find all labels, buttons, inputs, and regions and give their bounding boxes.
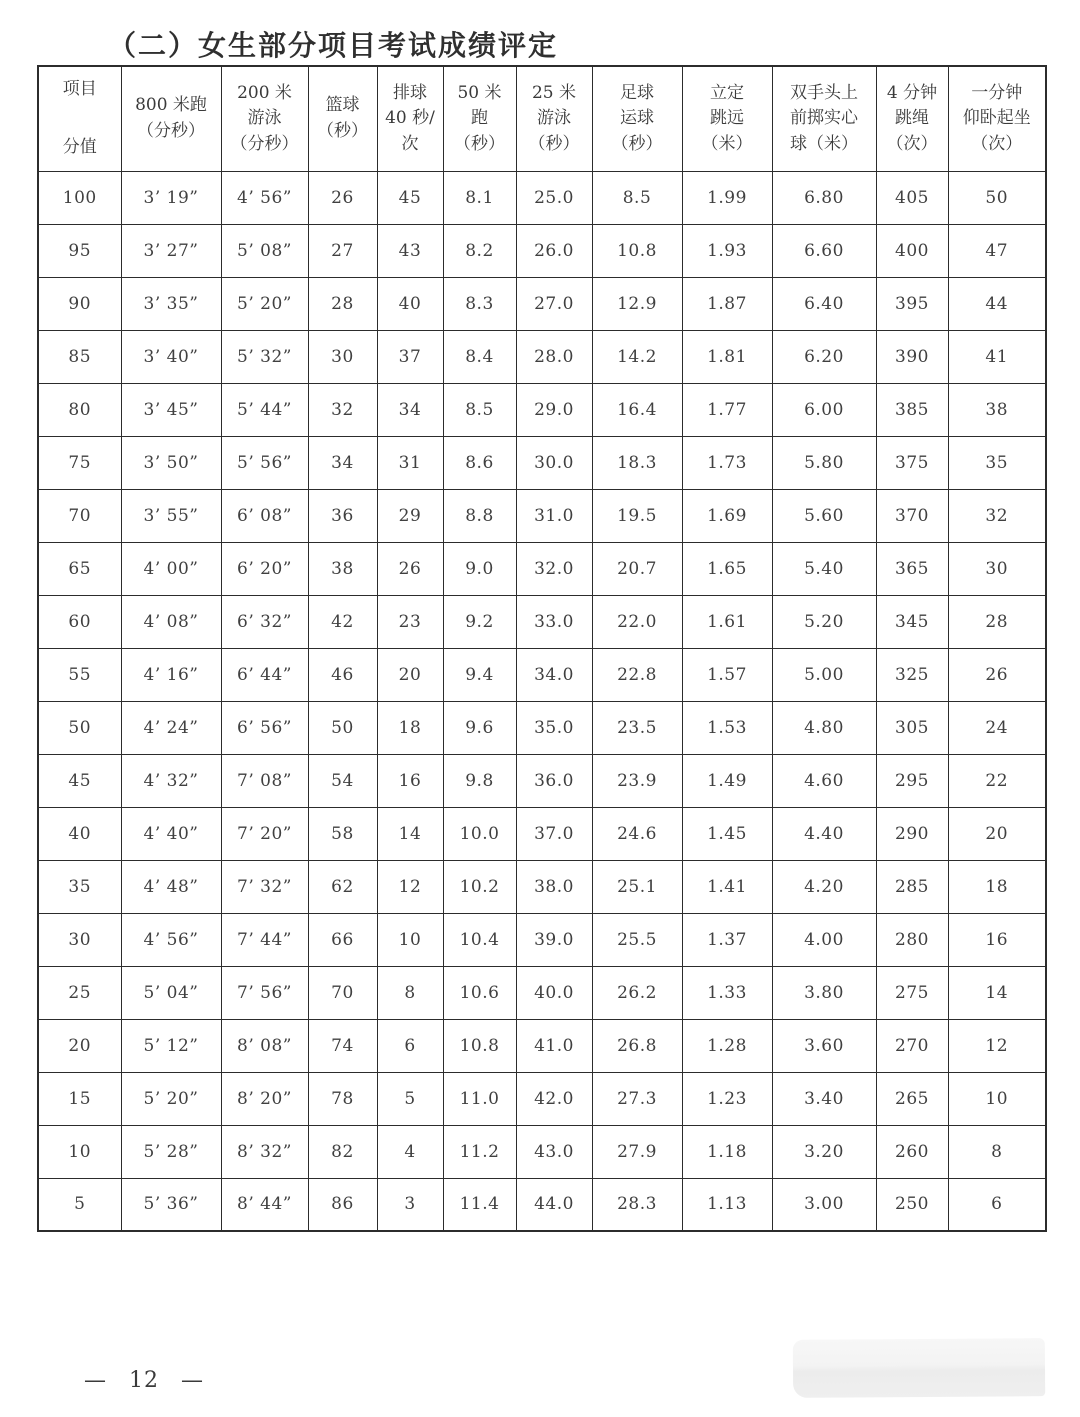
table-cell: 26 <box>377 542 443 595</box>
table-cell: 80 <box>38 383 121 436</box>
table-cell: 285 <box>876 860 948 913</box>
table-cell: 1.49 <box>682 754 772 807</box>
table-cell: 1.77 <box>682 383 772 436</box>
table-cell: 11.4 <box>443 1178 516 1231</box>
table-cell: 23.9 <box>592 754 682 807</box>
table-cell: 3’ 19” <box>121 171 221 224</box>
scan-smudge <box>793 1338 1045 1398</box>
table-cell: 12 <box>377 860 443 913</box>
table-cell: 26 <box>308 171 377 224</box>
table-cell: 18 <box>948 860 1046 913</box>
table-cell: 11.0 <box>443 1072 516 1125</box>
table-cell: 20 <box>377 648 443 701</box>
table-cell: 16 <box>948 913 1046 966</box>
table-cell: 25 <box>38 966 121 1019</box>
table-cell: 30.0 <box>516 436 592 489</box>
table-cell: 5.60 <box>772 489 876 542</box>
table-cell: 6.60 <box>772 224 876 277</box>
table-cell: 8’ 20” <box>221 1072 308 1125</box>
table-cell: 1.33 <box>682 966 772 1019</box>
table-cell: 1.53 <box>682 701 772 754</box>
table-row <box>38 807 1046 860</box>
table-cell: 5’ 56” <box>221 436 308 489</box>
table-cell: 78 <box>308 1072 377 1125</box>
table-cell: 370 <box>876 489 948 542</box>
table-cell: 5.20 <box>772 595 876 648</box>
table-cell: 4’ 40” <box>121 807 221 860</box>
table-cell: 31 <box>377 436 443 489</box>
table-cell: 36.0 <box>516 754 592 807</box>
table-cell: 1.61 <box>682 595 772 648</box>
table-row <box>38 436 1046 489</box>
table-cell: 1.65 <box>682 542 772 595</box>
table-cell: 8.3 <box>443 277 516 330</box>
table-cell: 270 <box>876 1019 948 1072</box>
table-cell: 27 <box>308 224 377 277</box>
table-cell: 7’ 32” <box>221 860 308 913</box>
table-cell: 14.2 <box>592 330 682 383</box>
table-cell: 265 <box>876 1072 948 1125</box>
table-cell: 43 <box>377 224 443 277</box>
table-cell: 8 <box>377 966 443 1019</box>
table-cell: 3’ 55” <box>121 489 221 542</box>
table-cell: 47 <box>948 224 1046 277</box>
column-header-medicine-ball-throw: 双手头上 前掷实心 球（米） <box>772 66 876 171</box>
table-cell: 1.45 <box>682 807 772 860</box>
table-cell: 4’ 56” <box>221 171 308 224</box>
table-cell: 20.7 <box>592 542 682 595</box>
table-row <box>38 1178 1046 1231</box>
table-cell: 6.00 <box>772 383 876 436</box>
table-cell: 1.13 <box>682 1178 772 1231</box>
table-cell: 10.8 <box>443 1019 516 1072</box>
table-cell: 31.0 <box>516 489 592 542</box>
table-cell: 41.0 <box>516 1019 592 1072</box>
table-cell: 38.0 <box>516 860 592 913</box>
table-cell: 38 <box>948 383 1046 436</box>
table-cell: 32.0 <box>516 542 592 595</box>
table-cell: 6 <box>377 1019 443 1072</box>
page-title: （二）女生部分项目考试成绩评定 <box>108 29 559 62</box>
table-cell: 9.2 <box>443 595 516 648</box>
table-cell: 4’ 56” <box>121 913 221 966</box>
table-cell: 34 <box>377 383 443 436</box>
table-cell: 50 <box>38 701 121 754</box>
table-cell: 6’ 20” <box>221 542 308 595</box>
table-cell: 6’ 32” <box>221 595 308 648</box>
table-cell: 25.0 <box>516 171 592 224</box>
table-row <box>38 860 1046 913</box>
table-cell: 30 <box>948 542 1046 595</box>
table-cell: 4.60 <box>772 754 876 807</box>
table-cell: 24.6 <box>592 807 682 860</box>
table-cell: 5’ 12” <box>121 1019 221 1072</box>
table-cell: 1.41 <box>682 860 772 913</box>
table-cell: 27.0 <box>516 277 592 330</box>
table-cell: 5 <box>377 1072 443 1125</box>
table-row <box>38 171 1046 224</box>
table-cell: 28.0 <box>516 330 592 383</box>
table-cell: 25.1 <box>592 860 682 913</box>
table-cell: 3.40 <box>772 1072 876 1125</box>
table-cell: 1.99 <box>682 171 772 224</box>
table-cell: 10 <box>377 913 443 966</box>
table-cell: 6 <box>948 1178 1046 1231</box>
table-row <box>38 383 1046 436</box>
table-cell: 65 <box>38 542 121 595</box>
table-cell: 18.3 <box>592 436 682 489</box>
table-cell: 62 <box>308 860 377 913</box>
table-cell: 37 <box>377 330 443 383</box>
column-header-score-value: 项目 分值 <box>38 66 121 171</box>
table-cell: 1.73 <box>682 436 772 489</box>
table-cell: 14 <box>948 966 1046 1019</box>
table-cell: 1.87 <box>682 277 772 330</box>
table-cell: 36 <box>308 489 377 542</box>
table-cell: 37.0 <box>516 807 592 860</box>
table-cell: 8.2 <box>443 224 516 277</box>
table-cell: 38 <box>308 542 377 595</box>
table-cell: 26.2 <box>592 966 682 1019</box>
table-cell: 275 <box>876 966 948 1019</box>
table-cell: 325 <box>876 648 948 701</box>
column-header-standing-long-jump: 立定 跳远 （米） <box>682 66 772 171</box>
table-cell: 390 <box>876 330 948 383</box>
table-cell: 7’ 20” <box>221 807 308 860</box>
table-cell: 95 <box>38 224 121 277</box>
column-header-run-800m: 800 米跑 （分秒） <box>121 66 221 171</box>
table-cell: 4’ 24” <box>121 701 221 754</box>
table-cell: 1.81 <box>682 330 772 383</box>
table-cell: 4.00 <box>772 913 876 966</box>
table-cell: 34.0 <box>516 648 592 701</box>
table-cell: 9.6 <box>443 701 516 754</box>
table-cell: 23.5 <box>592 701 682 754</box>
table-cell: 375 <box>876 436 948 489</box>
table-cell: 1.93 <box>682 224 772 277</box>
table-cell: 4.40 <box>772 807 876 860</box>
table-cell: 20 <box>38 1019 121 1072</box>
table-cell: 29 <box>377 489 443 542</box>
table-cell: 405 <box>876 171 948 224</box>
table-cell: 5 <box>38 1178 121 1231</box>
table-cell: 14 <box>377 807 443 860</box>
table-cell: 74 <box>308 1019 377 1072</box>
table-cell: 15 <box>38 1072 121 1125</box>
table-cell: 10.0 <box>443 807 516 860</box>
table-cell: 28.3 <box>592 1178 682 1231</box>
table-cell: 6.80 <box>772 171 876 224</box>
table-cell: 8 <box>948 1125 1046 1178</box>
table-cell: 4’ 16” <box>121 648 221 701</box>
table-cell: 28 <box>308 277 377 330</box>
table-cell: 280 <box>876 913 948 966</box>
table-cell: 400 <box>876 224 948 277</box>
table-cell: 41 <box>948 330 1046 383</box>
column-header-rope-skipping-4min: 4 分钟 跳绳 （次） <box>876 66 948 171</box>
table-cell: 42 <box>308 595 377 648</box>
table-cell: 22.0 <box>592 595 682 648</box>
table-cell: 28 <box>948 595 1046 648</box>
table-row <box>38 489 1046 542</box>
table-cell: 44 <box>948 277 1046 330</box>
table-cell: 5’ 08” <box>221 224 308 277</box>
table-cell: 8.6 <box>443 436 516 489</box>
column-header-volleyball: 排球 40 秒/ 次 <box>377 66 443 171</box>
table-cell: 3.00 <box>772 1178 876 1231</box>
table-cell: 3.80 <box>772 966 876 1019</box>
table-cell: 40 <box>38 807 121 860</box>
table-cell: 40 <box>377 277 443 330</box>
table-cell: 10.8 <box>592 224 682 277</box>
table-cell: 3’ 50” <box>121 436 221 489</box>
table-cell: 16.4 <box>592 383 682 436</box>
table-cell: 18 <box>377 701 443 754</box>
table-cell: 45 <box>377 171 443 224</box>
table-row <box>38 277 1046 330</box>
table-cell: 43.0 <box>516 1125 592 1178</box>
table-cell: 46 <box>308 648 377 701</box>
table-cell: 10.6 <box>443 966 516 1019</box>
table-cell: 3.20 <box>772 1125 876 1178</box>
table-cell: 260 <box>876 1125 948 1178</box>
table-cell: 44.0 <box>516 1178 592 1231</box>
table-cell: 33.0 <box>516 595 592 648</box>
table-cell: 10 <box>948 1072 1046 1125</box>
table-cell: 4’ 08” <box>121 595 221 648</box>
table-cell: 4’ 48” <box>121 860 221 913</box>
table-cell: 50 <box>308 701 377 754</box>
table-cell: 35.0 <box>516 701 592 754</box>
table-cell: 6.20 <box>772 330 876 383</box>
table-cell: 5.00 <box>772 648 876 701</box>
column-header-swim-200m: 200 米 游泳 （分秒） <box>221 66 308 171</box>
table-cell: 29.0 <box>516 383 592 436</box>
table-cell: 9.0 <box>443 542 516 595</box>
table-cell: 8’ 08” <box>221 1019 308 1072</box>
column-header-situps-1min: 一分钟 仰卧起坐 （次） <box>948 66 1046 171</box>
table-cell: 10.2 <box>443 860 516 913</box>
table-cell: 35 <box>948 436 1046 489</box>
column-header-football-dribble: 足球 运球 （秒） <box>592 66 682 171</box>
table-cell: 395 <box>876 277 948 330</box>
table-row <box>38 224 1046 277</box>
table-cell: 22.8 <box>592 648 682 701</box>
table-cell: 295 <box>876 754 948 807</box>
table-cell: 12.9 <box>592 277 682 330</box>
table-cell: 27.9 <box>592 1125 682 1178</box>
table-cell: 45 <box>38 754 121 807</box>
table-cell: 26 <box>948 648 1046 701</box>
table-cell: 60 <box>38 595 121 648</box>
table-cell: 305 <box>876 701 948 754</box>
table-cell: 70 <box>308 966 377 1019</box>
table-cell: 8.5 <box>443 383 516 436</box>
table-cell: 5’ 28” <box>121 1125 221 1178</box>
table-cell: 3 <box>377 1178 443 1231</box>
table-cell: 82 <box>308 1125 377 1178</box>
table-cell: 8.8 <box>443 489 516 542</box>
table-cell: 7’ 08” <box>221 754 308 807</box>
table-row <box>38 966 1046 1019</box>
table-cell: 5.80 <box>772 436 876 489</box>
table-cell: 32 <box>948 489 1046 542</box>
table-cell: 7’ 44” <box>221 913 308 966</box>
column-header-basketball: 篮球 （秒） <box>308 66 377 171</box>
table-cell: 5’ 20” <box>121 1072 221 1125</box>
table-cell: 3’ 45” <box>121 383 221 436</box>
table-cell: 7’ 56” <box>221 966 308 1019</box>
table-cell: 20 <box>948 807 1046 860</box>
table-cell: 34 <box>308 436 377 489</box>
table-row <box>38 1125 1046 1178</box>
table-cell: 19.5 <box>592 489 682 542</box>
table-cell: 345 <box>876 595 948 648</box>
table-cell: 30 <box>38 913 121 966</box>
table-cell: 11.2 <box>443 1125 516 1178</box>
table-cell: 5’ 04” <box>121 966 221 1019</box>
table-row <box>38 1072 1046 1125</box>
table-cell: 1.18 <box>682 1125 772 1178</box>
table-row <box>38 701 1046 754</box>
table-cell: 5’ 44” <box>221 383 308 436</box>
table-cell: 10.4 <box>443 913 516 966</box>
table-cell: 8’ 44” <box>221 1178 308 1231</box>
table-cell: 385 <box>876 383 948 436</box>
header-row <box>38 66 1046 171</box>
table-cell: 24 <box>948 701 1046 754</box>
table-cell: 6’ 56” <box>221 701 308 754</box>
table-cell: 4 <box>377 1125 443 1178</box>
column-header-swim-25m: 25 米 游泳 （秒） <box>516 66 592 171</box>
table-cell: 1.23 <box>682 1072 772 1125</box>
table-cell: 75 <box>38 436 121 489</box>
table-row <box>38 913 1046 966</box>
table-cell: 6’ 44” <box>221 648 308 701</box>
table-cell: 3’ 40” <box>121 330 221 383</box>
table-cell: 27.3 <box>592 1072 682 1125</box>
table-cell: 3.60 <box>772 1019 876 1072</box>
table-cell: 26.8 <box>592 1019 682 1072</box>
table-cell: 250 <box>876 1178 948 1231</box>
table-cell: 50 <box>948 171 1046 224</box>
table-cell: 8.4 <box>443 330 516 383</box>
table-cell: 6.40 <box>772 277 876 330</box>
table-cell: 1.69 <box>682 489 772 542</box>
table-cell: 86 <box>308 1178 377 1231</box>
table-row <box>38 330 1046 383</box>
table-cell: 12 <box>948 1019 1046 1072</box>
table-cell: 9.8 <box>443 754 516 807</box>
table-row <box>38 1019 1046 1072</box>
table-cell: 290 <box>876 807 948 860</box>
table-cell: 8.1 <box>443 171 516 224</box>
table-cell: 66 <box>308 913 377 966</box>
table-cell: 54 <box>308 754 377 807</box>
table-cell: 55 <box>38 648 121 701</box>
table-cell: 4.20 <box>772 860 876 913</box>
table-cell: 5.40 <box>772 542 876 595</box>
table-cell: 3’ 35” <box>121 277 221 330</box>
table-cell: 23 <box>377 595 443 648</box>
table-cell: 365 <box>876 542 948 595</box>
table-cell: 1.37 <box>682 913 772 966</box>
column-header-run-50m: 50 米 跑 （秒） <box>443 66 516 171</box>
table-cell: 58 <box>308 807 377 860</box>
table-cell: 22 <box>948 754 1046 807</box>
score-table <box>37 65 1047 1232</box>
table-cell: 9.4 <box>443 648 516 701</box>
table-cell: 16 <box>377 754 443 807</box>
table-cell: 30 <box>308 330 377 383</box>
table-cell: 1.57 <box>682 648 772 701</box>
table-cell: 35 <box>38 860 121 913</box>
table-cell: 4.80 <box>772 701 876 754</box>
table-cell: 8.5 <box>592 171 682 224</box>
table-cell: 6’ 08” <box>221 489 308 542</box>
table-cell: 5’ 32” <box>221 330 308 383</box>
table-cell: 10 <box>38 1125 121 1178</box>
table-cell: 4’ 00” <box>121 542 221 595</box>
table-cell: 25.5 <box>592 913 682 966</box>
table-cell: 40.0 <box>516 966 592 1019</box>
table-cell: 4’ 32” <box>121 754 221 807</box>
table-cell: 90 <box>38 277 121 330</box>
table-cell: 8’ 32” <box>221 1125 308 1178</box>
table-row <box>38 542 1046 595</box>
table-cell: 42.0 <box>516 1072 592 1125</box>
table-cell: 5’ 20” <box>221 277 308 330</box>
table-cell: 70 <box>38 489 121 542</box>
table-row <box>38 648 1046 701</box>
page-number: — 12 — <box>84 1368 204 1393</box>
table-cell: 26.0 <box>516 224 592 277</box>
table-cell: 3’ 27” <box>121 224 221 277</box>
table-cell: 39.0 <box>516 913 592 966</box>
table-cell: 5’ 36” <box>121 1178 221 1231</box>
table-cell: 85 <box>38 330 121 383</box>
table-cell: 32 <box>308 383 377 436</box>
table-row <box>38 754 1046 807</box>
table-row <box>38 595 1046 648</box>
table-cell: 1.28 <box>682 1019 772 1072</box>
table-cell: 100 <box>38 171 121 224</box>
